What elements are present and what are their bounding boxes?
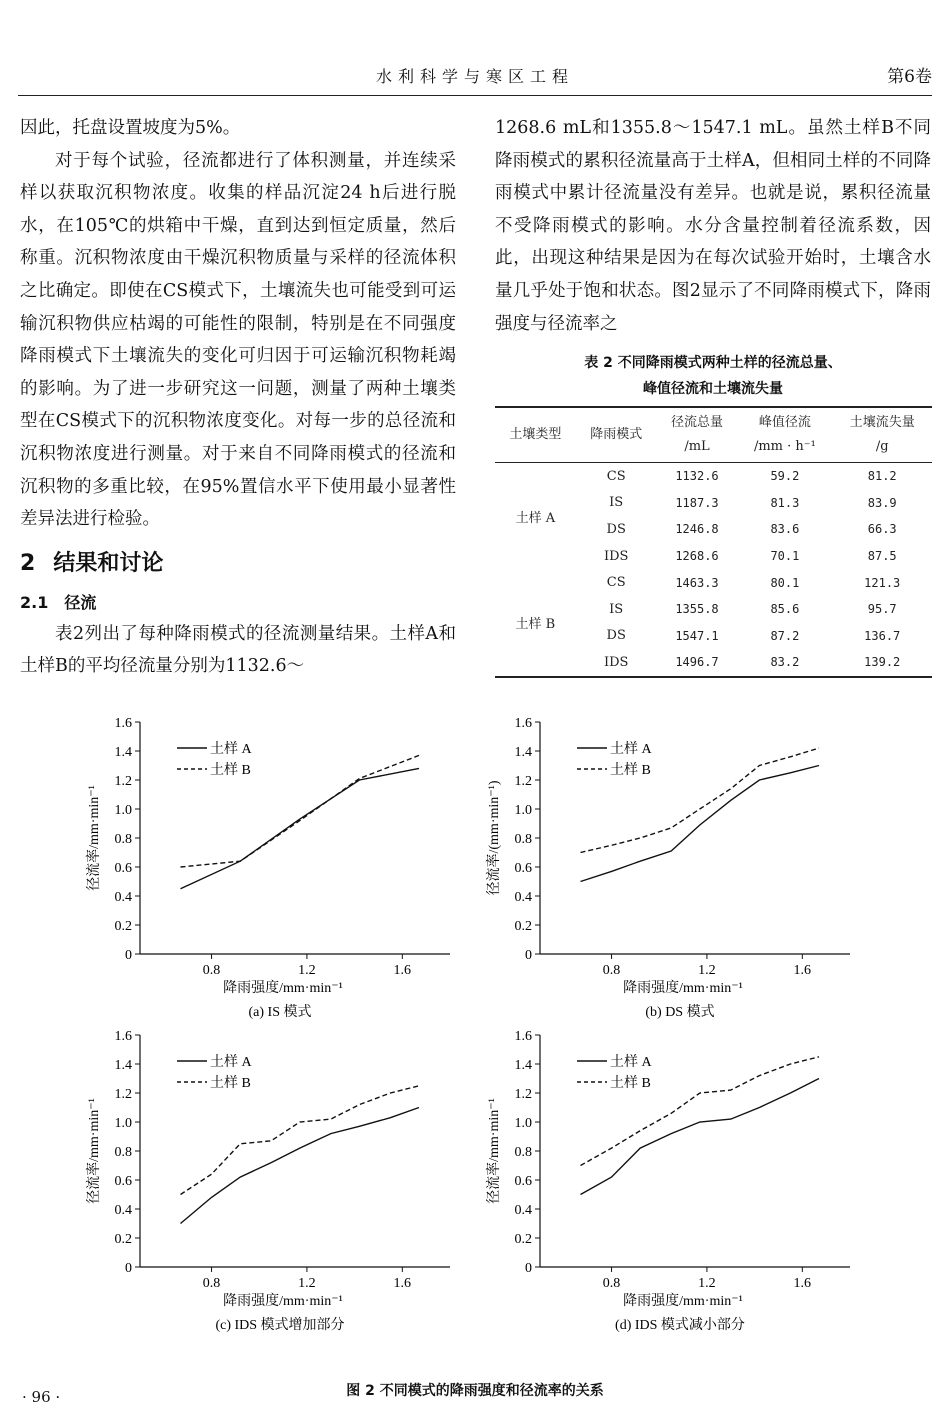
total-cell: 1355.8 bbox=[675, 602, 719, 617]
peak-cell: 80.1 bbox=[770, 575, 800, 590]
mode-cell: DS bbox=[606, 521, 626, 537]
total-cell: 1132.6 bbox=[675, 469, 719, 484]
paragraph: 1268.6 mL和1355.8～1547.1 mL。虽然土样B不同降雨模式的累积径流量高于土样A，但相同土样的不同降雨模式中累计径流量没有差异。也就是说，累积径流量不受降雨模式的影响。水分含量控制着径流系数，因此，出现这种结果是因为在每次试验开始时，土壤含水量几乎处于饱和状态。图2显示了不同降雨模式下，降雨强度与径流率之 bbox=[495, 118, 931, 334]
y-tick-label: 0.4 bbox=[114, 1203, 132, 1218]
x-axis-label: 降雨强度/mm·min⁻¹ bbox=[623, 1294, 743, 1309]
table-caption: 峰值径流和土壤流失量 bbox=[643, 381, 783, 398]
legend-label: 土样 B bbox=[210, 763, 251, 778]
header-mode: 降雨模式 bbox=[590, 427, 643, 442]
mode-cell: CS bbox=[606, 468, 626, 484]
loss-cell: 81.2 bbox=[867, 469, 897, 484]
mode-cell: IDS bbox=[603, 654, 629, 670]
series-line-b bbox=[181, 1086, 420, 1195]
mode-cell: CS bbox=[606, 575, 626, 591]
y-tick-label: 0.8 bbox=[514, 832, 532, 847]
x-tick-label: 1.6 bbox=[393, 963, 412, 978]
section-number: 2 bbox=[20, 550, 36, 576]
total-cell: 1268.6 bbox=[675, 549, 719, 564]
mode-cell: IS bbox=[609, 601, 624, 617]
legend-label: 土样 A bbox=[210, 742, 252, 757]
chart-panel-b bbox=[485, 716, 850, 1020]
header-loss: 土壤流失量 /g bbox=[849, 415, 915, 454]
x-tick-label: 1.2 bbox=[298, 963, 316, 978]
header-peak: 峰值径流 /mm · h⁻¹ bbox=[753, 415, 816, 454]
total-cell: 1547.1 bbox=[675, 628, 719, 643]
x-tick-label: 0.8 bbox=[602, 1276, 621, 1291]
soil-cell: 土样 A bbox=[515, 510, 556, 526]
x-tick-label: 1.2 bbox=[298, 1276, 316, 1291]
y-tick-label: 1.2 bbox=[114, 774, 132, 789]
total-cell: 1463.3 bbox=[675, 575, 719, 590]
volume-label: 第6卷 bbox=[887, 67, 932, 87]
paragraph: 因此，托盘设置坡度为5%。 bbox=[20, 118, 241, 138]
series-line-a bbox=[581, 1079, 820, 1195]
header-soil: 土壤类型 bbox=[509, 427, 562, 442]
y-tick-label: 0.6 bbox=[114, 1174, 132, 1189]
page-number: · 96 · bbox=[22, 1388, 61, 1406]
legend-label: 土样 B bbox=[610, 1076, 651, 1091]
x-tick-label: 1.2 bbox=[698, 1276, 716, 1291]
peak-cell: 70.1 bbox=[770, 549, 800, 564]
loss-cell: 95.7 bbox=[867, 602, 897, 617]
header-total: 径流总量 /mL bbox=[670, 415, 723, 454]
loss-cell: 121.3 bbox=[864, 575, 901, 590]
y-tick-label: 1.2 bbox=[114, 1087, 132, 1102]
y-tick-label: 0 bbox=[125, 948, 132, 963]
legend-label: 土样 B bbox=[610, 763, 651, 778]
loss-cell: 66.3 bbox=[867, 522, 897, 537]
peak-cell: 59.2 bbox=[770, 469, 800, 484]
chart-caption: (b) DS 模式 bbox=[645, 1005, 715, 1020]
chart-panel-d bbox=[485, 1029, 850, 1333]
y-tick-label: 0.8 bbox=[514, 1145, 532, 1160]
x-tick-label: 0.8 bbox=[202, 1276, 221, 1291]
total-cell: 1246.8 bbox=[675, 522, 719, 537]
x-tick-label: 1.6 bbox=[793, 963, 812, 978]
total-cell: 1187.3 bbox=[675, 495, 719, 510]
y-tick-label: 0.8 bbox=[114, 1145, 132, 1160]
table-caption: 表 2 不同降雨模式两种土样的径流总量、 bbox=[584, 355, 842, 372]
chart-caption: (d) IDS 模式减小部分 bbox=[615, 1318, 745, 1333]
subsection-title: 径流 bbox=[64, 592, 97, 612]
y-tick-label: 1.6 bbox=[114, 716, 132, 731]
y-tick-label: 0.4 bbox=[514, 890, 532, 905]
peak-cell: 83.2 bbox=[770, 655, 800, 670]
legend-label: 土样 B bbox=[210, 1076, 251, 1091]
mode-cell: IS bbox=[609, 495, 624, 511]
loss-cell: 139.2 bbox=[864, 655, 901, 670]
loss-cell: 136.7 bbox=[864, 628, 901, 643]
x-tick-label: 0.8 bbox=[202, 963, 221, 978]
y-axis-label: 径流率/mm·min⁻¹ bbox=[487, 1098, 502, 1204]
x-axis-label: 降雨强度/mm·min⁻¹ bbox=[223, 1294, 343, 1309]
mode-cell: DS bbox=[606, 628, 626, 644]
x-axis-label: 降雨强度/mm·min⁻¹ bbox=[223, 981, 343, 996]
chart-panel-c bbox=[85, 1029, 450, 1333]
x-tick-label: 1.6 bbox=[393, 1276, 412, 1291]
chart-caption: (a) IS 模式 bbox=[248, 1005, 312, 1020]
series-line-a bbox=[181, 768, 420, 888]
series-line-b bbox=[581, 1057, 820, 1166]
y-tick-label: 1.6 bbox=[114, 1029, 132, 1044]
y-tick-label: 0.2 bbox=[514, 919, 532, 934]
peak-cell: 81.3 bbox=[770, 495, 800, 510]
legend-label: 土样 A bbox=[610, 1055, 652, 1070]
y-tick-label: 1.0 bbox=[514, 1116, 532, 1131]
y-tick-label: 0.4 bbox=[514, 1203, 532, 1218]
legend-label: 土样 A bbox=[210, 1055, 252, 1070]
series-line-a bbox=[181, 1108, 420, 1224]
chart-caption: (c) IDS 模式增加部分 bbox=[215, 1318, 345, 1333]
y-tick-label: 0.6 bbox=[114, 861, 132, 876]
chart-panel-a bbox=[85, 716, 450, 1020]
section-title: 结果和讨论 bbox=[53, 550, 164, 576]
figure-caption: 图 2 不同模式的降雨强度和径流率的关系 bbox=[346, 1383, 604, 1399]
y-tick-label: 0.8 bbox=[114, 832, 132, 847]
y-tick-label: 0 bbox=[125, 1261, 132, 1276]
loss-cell: 87.5 bbox=[867, 549, 897, 564]
y-tick-label: 0.4 bbox=[114, 890, 132, 905]
x-tick-label: 0.8 bbox=[602, 963, 621, 978]
mode-cell: IDS bbox=[603, 548, 629, 564]
y-axis-label: 径流率/mm·min⁻¹ bbox=[87, 1098, 102, 1204]
y-axis-label: 径流率/(mm·min⁻¹) bbox=[487, 780, 502, 896]
y-tick-label: 1.6 bbox=[514, 1029, 532, 1044]
paragraph: 对于每个试验，径流都进行了体积测量，并连续采样以获取沉积物浓度。收集的样品沉淀24 h后进行脱水，在105℃的烘箱中干燥，直到达到恒定质量，然后称重。沉积物浓度由干燥沉积物质量与采样的径流体积之比确定。即使在CS模式下，土壤流失也可能受到可运输沉积物供应枯竭的可能性的限制，特别是在不同强度降雨模式下土壤流失的变化可归因于可运输沉积物耗竭的影响。为了进一步研究这一问题，测量了两种土壤类型在CS模式下的沉积物浓度变化。对每一步的总径流和沉积物浓度进行测量。对于来自不同降雨模式的径流和沉积物的多重比较，在95%置信水平下使用最小显著性差异法进行检验。 bbox=[20, 150, 456, 530]
x-tick-label: 1.2 bbox=[698, 963, 716, 978]
y-tick-label: 0.2 bbox=[514, 1232, 532, 1247]
journal-title: 水利科学与寒区工程 bbox=[375, 67, 574, 86]
x-tick-label: 1.6 bbox=[793, 1276, 812, 1291]
paragraph: 表2列出了每种降雨模式的径流测量结果。土样A和土样B的平均径流量分别为1132.6～ bbox=[20, 623, 456, 677]
y-tick-label: 1.4 bbox=[114, 745, 132, 760]
series-line-a bbox=[581, 766, 820, 882]
y-tick-label: 0.6 bbox=[514, 1174, 532, 1189]
legend-label: 土样 A bbox=[610, 742, 652, 757]
peak-cell: 87.2 bbox=[770, 628, 800, 643]
y-tick-label: 1.0 bbox=[114, 803, 132, 818]
y-tick-label: 1.6 bbox=[514, 716, 532, 731]
y-tick-label: 0.6 bbox=[514, 861, 532, 876]
loss-cell: 83.9 bbox=[867, 495, 897, 510]
y-tick-label: 1.2 bbox=[514, 774, 532, 789]
y-tick-label: 1.4 bbox=[514, 745, 532, 760]
soil-cell: 土样 B bbox=[515, 617, 556, 633]
y-axis-label: 径流率/mm·min⁻¹ bbox=[87, 785, 102, 891]
y-tick-label: 1.0 bbox=[114, 1116, 132, 1131]
y-tick-label: 1.0 bbox=[514, 803, 532, 818]
x-axis-label: 降雨强度/mm·min⁻¹ bbox=[623, 981, 743, 996]
y-tick-label: 1.2 bbox=[514, 1087, 532, 1102]
y-tick-label: 1.4 bbox=[514, 1058, 532, 1073]
y-tick-label: 0.2 bbox=[114, 919, 132, 934]
peak-cell: 83.6 bbox=[770, 522, 800, 537]
y-tick-label: 1.4 bbox=[114, 1058, 132, 1073]
y-tick-label: 0 bbox=[525, 948, 532, 963]
subsection-number: 2.1 bbox=[20, 592, 49, 612]
peak-cell: 85.6 bbox=[770, 602, 800, 617]
total-cell: 1496.7 bbox=[675, 655, 719, 670]
y-tick-label: 0.2 bbox=[114, 1232, 132, 1247]
y-tick-label: 0 bbox=[525, 1261, 532, 1276]
